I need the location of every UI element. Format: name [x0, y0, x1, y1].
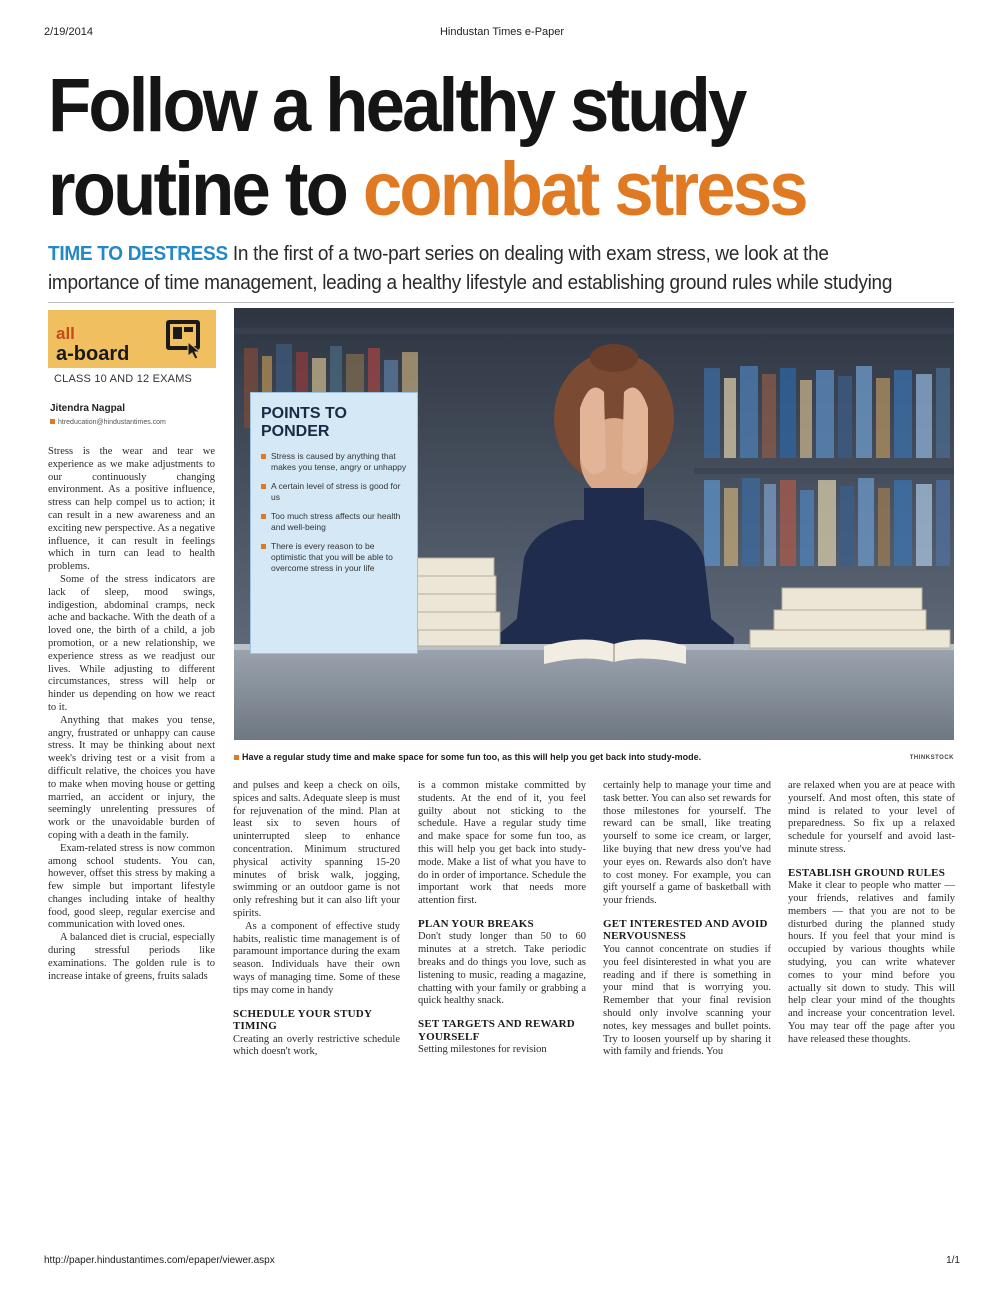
ponder-item: Too much stress affects our health and well-being — [261, 511, 407, 533]
body-column-3 — [418, 780, 586, 1057]
body-paragraph: Exam-related stress is now common among school students. You can, however, offset this stress by making a few simple but important lifestyle changes including intake of healthy food, good sleep, regular exercise and communication with loved ones. — [48, 842, 215, 931]
bullet-icon — [50, 419, 55, 424]
ponder-item: Stress is caused by anything that makes you tense, angry or unhappy — [261, 451, 407, 473]
headline-accent: combat stress — [362, 147, 806, 232]
body-paragraph: Stress is the wear and tear we experience as we make adjustments to our continuously changing environment. As a positive influence, stress can help compel us to action; it can result in a new awareness and an exciting new perspective. As a negative influence, it can result in feelings which in turn can lead to health problems. — [48, 446, 215, 573]
body-column-1 — [48, 446, 215, 983]
bullet-icon — [234, 755, 239, 760]
headline-line2: routine to — [48, 147, 363, 232]
column-label-line2: a-board — [56, 343, 130, 365]
body-column-4 — [603, 780, 771, 1059]
tablet-touch-icon — [162, 318, 206, 360]
body-paragraph: Creating an overly restrictive schedule which doesn't work, — [233, 1033, 400, 1058]
body-paragraph: certainly help to manage your time and task better. You can also set rewards for those milestones for yourself. The reward can be small, like treating yourself to some ice cream, or larger, like buying that new dress you've had your eyes on. Rewards also don't have to cost money. For example, you can gift yourself a game of basketball with your friends. — [603, 780, 771, 907]
ponder-title: POINTS TO PONDER — [261, 405, 347, 440]
ponder-item: There is every reason to be optimistic that you will be able to overcome stress in your life — [261, 541, 407, 574]
subheading: PLAN YOUR BREAKS — [418, 917, 534, 930]
deck-text: In the first of a two-part series on dealing with exam stress, we look at the importance of time management, leading a healthy lifestyle and establishing ground rules while studying — [48, 243, 893, 294]
ponder-item: A certain level of stress is good for us — [261, 481, 407, 503]
column-subtitle: CLASS 10 AND 12 EXAMS — [54, 373, 193, 385]
photo-caption-text: Have a regular study time and make space for some fun too, as this will help you get back into study-mode. — [242, 752, 702, 762]
headline — [48, 64, 894, 232]
print-date: 2/19/2014 — [44, 26, 93, 38]
subheading: GET INTERESTED AND AVOID NERVOUSNESS — [603, 917, 768, 943]
column-label-line1: all — [56, 324, 75, 343]
headline-line1: Follow a healthy study — [48, 63, 745, 148]
subheading: SET TARGETS AND REWARD YOURSELF — [418, 1018, 575, 1043]
ponder-list — [261, 451, 407, 574]
body-paragraph: You cannot concentrate on studies if you feel disinterested in what you are reading and if there is something in your mind that is worrying you. Remember that your final revision should only involve scanning your notes, key messages and bullet points. Try to loosen yourself up by sharing it with family and friends. You — [603, 943, 771, 1058]
print-url[interactable]: http://paper.hindustantimes.com/epaper/viewer.aspx — [44, 1255, 275, 1266]
print-page-number: 1/1 — [946, 1255, 960, 1266]
byline-email-text: htreducation@hindustantimes.com — [58, 419, 166, 426]
body-column-5 — [788, 780, 955, 1047]
print-title: Hindustan Times e-Paper — [439, 26, 565, 38]
body-paragraph: As a component of effective study habits, realistic time management is of paramount importance during the exam season. Individuals have their own ways of managing time. Some of these tips may come in handy — [233, 920, 400, 996]
body-paragraph: is a common mistake committed by students. At the end of it, you feel guilty about not sticking to the schedule. Have a regular study time and make space for some fun too, as this will help you get back into study-mode. Make a list of what you have to do in order of importance. Schedule the important work that needs more attention first. — [418, 780, 586, 907]
body-paragraph: are relaxed when you are at peace with yourself. And most often, this state of mind is related to your level of preparedness. So fix up a relaxed schedule for yourself and avoid last-minute stress. — [788, 780, 955, 855]
top-rule — [48, 302, 954, 303]
photo-caption — [234, 752, 954, 762]
print-header — [44, 26, 960, 42]
photo-credit: THINKSTOCK — [909, 755, 954, 761]
body-paragraph: A balanced diet is crucial, especially during stressful periods like examinations. The golden rule is to increase intake of greens, fruits salads — [48, 932, 215, 982]
body-paragraph: Some of the stress indicators are lack of sleep, mood swings, indigestion, abdominal cramps, neck ache and backache. With the death of a loved one, the birth of a child, a job promotion, or a new relationship, we experience stress as we readjust our lives. While adjusting to different circumstances, stress will help or hinder us depending on how we react to it. — [48, 573, 215, 713]
subheading: ESTABLISH GROUND RULES — [788, 866, 946, 879]
byline-email — [50, 419, 166, 426]
body-paragraph: and pulses and keep a check on oils, spices and salts. Adequate sleep is must for rejuvenation of the mind. Plan at least six to seven hours of uninterrupted sleep to enhance concentration. Minimum structured physical activity spanning 15-20 minutes of brisk walk, jogging, swimming or an outdoor game is not only refreshing but it can also lift your spirits. — [233, 780, 400, 919]
byline-author: Jitendra Nagpal — [50, 403, 126, 414]
body-paragraph: Anything that makes you tense, angry, frustrated or unhappy can cause stress. It may be thinking about next week's driving test or a visit from a difficult relative, the choices you have to make when moving house or getting married, an accident or injury, the seemingly unrelenting pressures of work or the unavoidable burden of coping with a death in the family. — [48, 714, 215, 841]
body-paragraph: Don't study longer than 50 to 60 minutes at a stretch. Take periodic breaks and do things you love, such as listening to music, reading a magazine, chatting with your family or grabbing a quick healthy snack. — [418, 931, 586, 1007]
body-paragraph: Setting milestones for revision — [418, 1044, 547, 1056]
body-paragraph: Make it clear to people who matter — your friends, relatives and family members — that you are not to be disturbed during the planned study hours. If you feel that your mind is occupied by various thoughts while studying, you can write whatever comes to your mind before you actually sit down to study. This will help clear your mind of the thoughts and increase your concentration level. You may tear off the page after you have released these thoughts. — [788, 880, 955, 1045]
body-column-2 — [233, 780, 400, 1059]
deck-kicker: TIME TO DESTRESS — [48, 243, 228, 265]
deck — [48, 240, 903, 298]
points-to-ponder-box — [250, 392, 418, 654]
column-label — [48, 310, 216, 368]
subheading: SCHEDULE YOUR STUDY TIMING — [233, 1007, 372, 1033]
